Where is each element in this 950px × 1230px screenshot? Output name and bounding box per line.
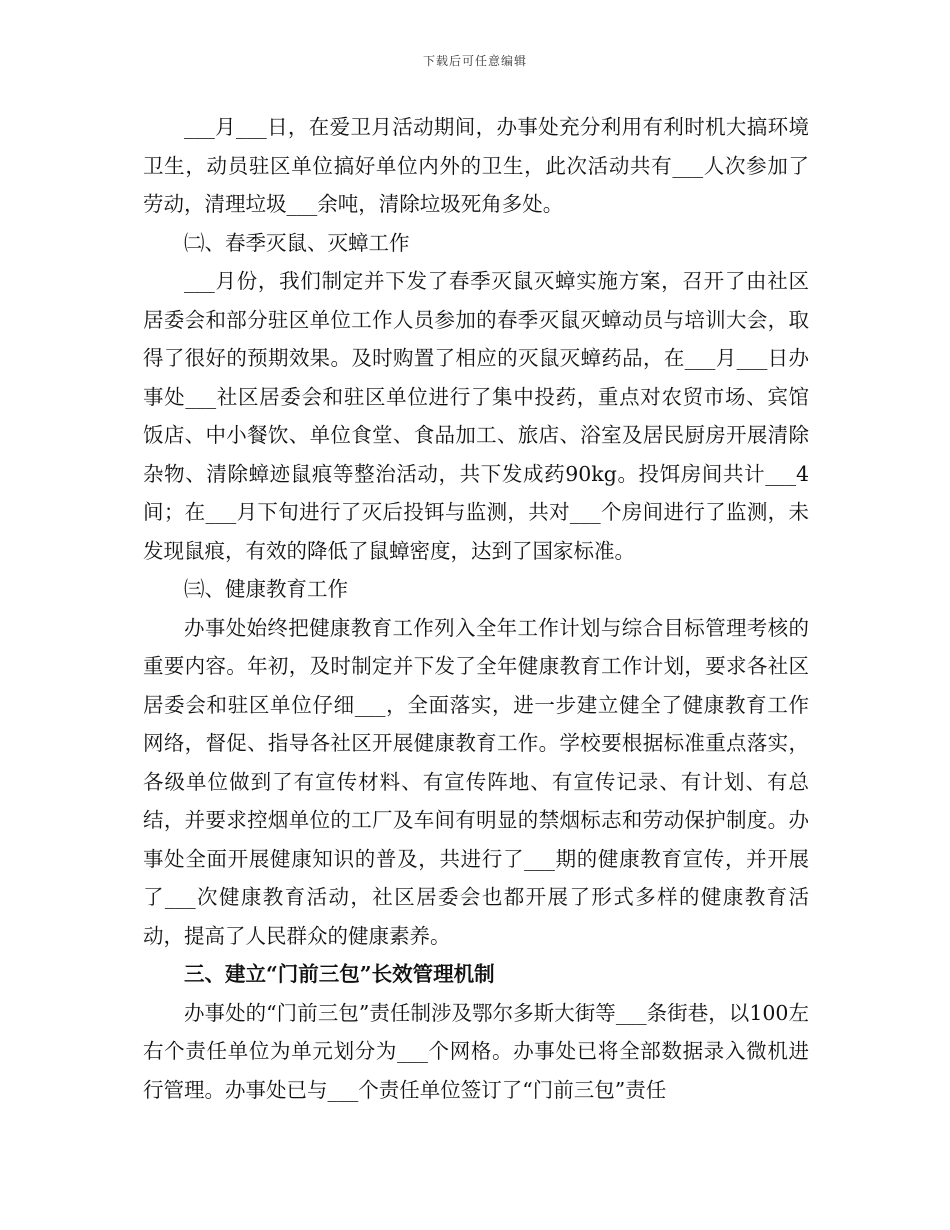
page-header: 下载后可任意编辑 xyxy=(422,54,527,68)
paragraph-spring-pest-control: ___月份，我们制定并下发了春季灭鼠灭蟑实施方案，召开了由社区居委会和部分驻区单位工作人员参加的春季灭鼠灭蟑动员与培训大会，取得了很好的预期效果。及时购置了相应的灭鼠灭蟑药品，在___月___日办事处___社区居委会和驻区单位进行了集中投药，重点对农贸市场、宾馆饭店、中小餐饮、单位食堂、食品加工、旅店、浴室及居民厨房开展清除杂物、清除蟑迹鼠痕等整治活动，共下发成药90kg。投饵房间共计___4间；在___月下旬进行了灭后投铒与监测，共对___个房间进行了监测，未发现鼠痕，有效的降低了鼠蟑密度，达到了国家标准。 xyxy=(143,269,809,563)
paragraph-health-education: 办事处始终把健康教育工作列入全年工作计划与综合目标管理考核的重要内容。年初，及时制定并下发了全年健康教育工作计划，要求各社区居委会和驻区单位仔细___，全面落实，进一步建立健全了健康教育工作网络，督促、指导各社区开展健康教育工作。学校要根据标准重点落实，各级单位做到了有宣传材料、有宣传阵地、有宣传记录、有计划、有总结，并要求控烟单位的工厂及车间有明显的禁烟标志和劳动保护制度。办事处全面开展健康知识的普及，共进行了___期的健康教育宣传，并开展了___次健康教育活动，社区居委会也都开展了形式多样的健康教育活动，提高了人民群众的健康素养。 xyxy=(143,615,809,948)
heading-health-education: ㈢、健康教育工作 xyxy=(184,577,348,601)
document-body xyxy=(143,108,809,1109)
paragraph-three-guarantees: 办事处的“门前三包”责任制涉及鄂尔多斯大街等___条街巷，以100左右个责任单位为单元划分为___个网格。办事处已将全部数据录入微机进行管理。办事处已与___个责任单位签订了“门前三包”责任 xyxy=(143,1000,809,1102)
heading-spring-pest-control: ㈡、春季灭鼠、灭蟑工作 xyxy=(184,230,410,255)
heading-three-guarantees: 三、建立“门前三包”长效管理机制 xyxy=(184,962,495,986)
paragraph-patriotic-health-month: ___月___日，在爱卫月活动期间，办事处充分利用有利时机大搞环境卫生，动员驻区单位搞好单位内外的卫生，此次活动共有___人次参加了劳动，清理垃圾___余吨，清除垃圾死角多处。 xyxy=(143,115,809,216)
